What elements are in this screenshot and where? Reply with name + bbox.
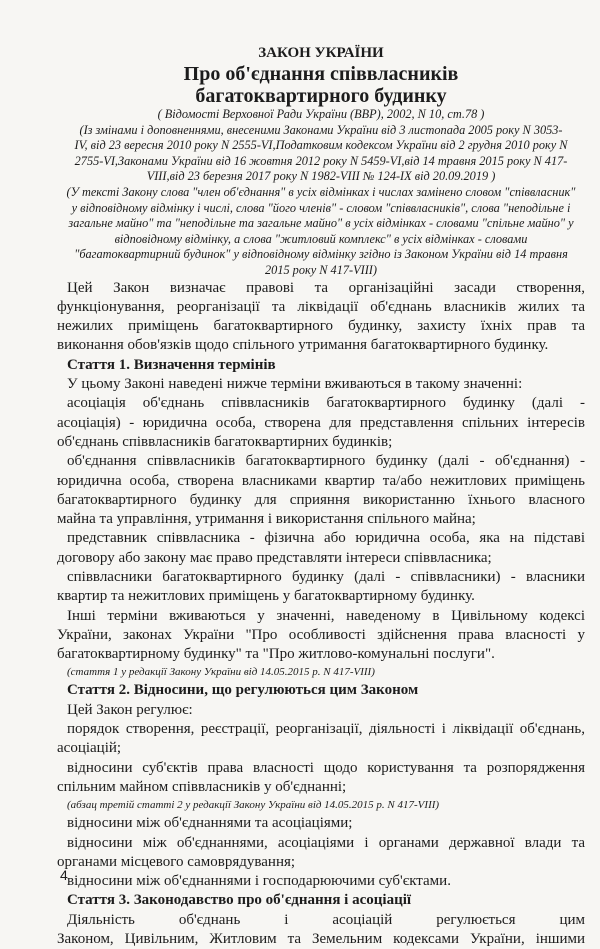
text-line: об'єднань співвласників багатоквартирних будинків; <box>57 433 393 450</box>
text-line: асоціація) - юридична особа, створена для представлення спільних інтересів <box>57 414 585 431</box>
text-line: (стаття 1 у редакції Закону України від 14.05.2015 р. N 417-VIII) <box>67 666 375 679</box>
text-line: Стаття 3. Законодавство про об'єднання і асоціації <box>67 892 412 909</box>
text-line: (У тексті Закону слова "член об'єднання" в усіх відмінках і числах замінено словом "співвласник" <box>66 184 576 199</box>
text-line: Стаття 1. Визначення термінів <box>67 356 276 373</box>
text-line: ЗАКОН УКРАЇНИ <box>258 45 384 61</box>
paragraph <box>57 529 585 568</box>
text-line: відносини між об'єднаннями, асоціаціями і органами державної влади та <box>67 834 585 851</box>
text-line: співвласники багатоквартирного будинку (далі - співвласники) - власники <box>67 568 585 585</box>
preamble <box>57 279 585 356</box>
text-line: "багатоквартирний будинок" у відповідному відмінку згідно із Законом України від 14 травня <box>74 247 568 262</box>
text-line: ( Відомості Верховної Ради України (ВВР), 2002, N 10, ст.78 ) <box>157 107 485 121</box>
text-line: багатоквартирного будинку для сприяння використанню їхнього власного <box>57 491 585 508</box>
publication-source <box>57 107 585 123</box>
text-line: представник співвласника - фізична або юридична особа, яка на підставі <box>67 530 585 547</box>
text-line: України, законах України "Про особливості здійснення права власності у <box>57 626 585 643</box>
paragraph <box>57 911 585 949</box>
paragraph <box>57 568 585 607</box>
amendments-note <box>57 123 585 185</box>
text-line: асоціацій; <box>57 740 122 757</box>
text-line: Цей Закон регулює: <box>67 701 193 718</box>
text-line: (Із змінами і доповненнями, внесеними Законами України від 3 листопада 2005 року N 3053- <box>79 122 563 137</box>
text-line: нежилих приміщень багатоквартирного будинку, захисту їхніх прав та <box>57 318 585 335</box>
paragraph <box>57 452 585 529</box>
text-line: 2015 року N 417-VIII) <box>265 262 377 277</box>
paragraph <box>57 834 585 873</box>
text-line: Інші терміни вживаються у значенні, наведеному в Цивільному кодексі <box>67 607 585 624</box>
text-line: У цьому Законі наведені нижче терміни вживаються в такому значенні: <box>67 376 523 393</box>
text-line: відповідному відмінку, а слова "житловий комплекс" в усіх відмінках - словами <box>114 231 528 246</box>
text-line: IV, від 23 вересня 2010 року N 2555-VI,Податковим кодексом України від 2 грудня 2010 року N <box>74 138 568 153</box>
paragraph <box>57 720 585 759</box>
text-line: у відповідному відмінку і числі, слова "його членів" - словом "співвласників", слова "неподільне і <box>71 200 571 215</box>
text-line: майна та управління, утримання і використання спільного майна; <box>57 511 476 528</box>
law-title <box>57 63 585 107</box>
text-line: квартир та нежитлових приміщень у багатоквартирному будинку. <box>57 588 475 605</box>
paragraph <box>57 814 585 833</box>
paragraph <box>57 375 585 394</box>
text-line: 2755-VI,Законами України від 16 жовтня 2012 року N 5459-VI,від 14 травня 2015 року N 417- <box>74 153 568 168</box>
text-line: Діяльність об'єднань і асоціацій регулюється цим <box>67 911 585 928</box>
text-line: Стаття 2. Відносини, що регулюються цим Законом <box>67 682 419 699</box>
law-heading <box>57 44 585 63</box>
text-line: виконання обов'язків щодо спільного утримання багатоквартирного будинку. <box>57 337 549 354</box>
text-line: багатоквартирного будинку <box>195 85 447 107</box>
text-line: функціонування, реорганізації та ліквідації об'єднань власників жилих та <box>57 298 585 315</box>
text-line: порядок створення, реєстрації, реорганізації, діяльності і ліквідації об'єднань, <box>67 721 585 738</box>
text-line: Про об'єднання співвласників <box>183 63 459 85</box>
text-line: відносини між об'єднаннями та асоціаціями; <box>67 815 353 832</box>
text-line: асоціація об'єднань співвласників багатоквартирного будинку (далі - <box>67 395 585 412</box>
text-line: договору або закону має право представляти інтереси співвласника; <box>57 549 492 566</box>
text-line: (абзац третій статті 2 у редакції Закону України від 14.05.2015 р. N 417-VIII) <box>67 799 440 812</box>
page-number: 4 <box>60 867 68 883</box>
paragraph <box>57 759 585 798</box>
text-line: Законом, Цивільним, Житловим та Земельним кодексами України, іншими <box>57 931 585 948</box>
terminology-note <box>57 185 585 279</box>
text-line: багатоквартирному будинку" та "Про житлово-комунальні послуги". <box>57 646 495 663</box>
article-3-heading <box>57 891 585 910</box>
article-1-heading <box>57 356 585 375</box>
paragraph <box>57 394 585 452</box>
text-line: відносини між об'єднаннями і господарюючими суб'єктами. <box>67 873 451 890</box>
text-line: юридична особа, створена власниками квартир та/або нежитлових приміщень <box>57 472 585 489</box>
paragraph <box>57 607 585 665</box>
text-line: відносини суб'єктів права власності щодо користування та розпорядження <box>67 759 585 776</box>
article-2-heading <box>57 681 585 700</box>
article-1-note <box>57 664 585 681</box>
paragraph <box>57 701 585 720</box>
text-line: органами місцевого самоврядування; <box>57 853 296 870</box>
text-line: VIII,від 23 березня 2017 року N 1982-VIII № 124-IX від 20.09.2019 ) <box>146 169 496 184</box>
text-line: Цей Закон визначає правові та організаційні засади створення, <box>67 279 585 296</box>
text-line: спільним майном співвласників у об'єднанні; <box>57 778 347 795</box>
text-line: загальне майно" та "неподільне та загальне майно" в усіх відмінках - словами "спільне майно" у <box>68 216 574 231</box>
text-line: об'єднання співвласників багатоквартирного будинку (далі - об'єднання) - <box>67 453 585 470</box>
paragraph <box>57 872 585 891</box>
document-page <box>57 44 585 949</box>
article-2-note <box>57 797 585 814</box>
